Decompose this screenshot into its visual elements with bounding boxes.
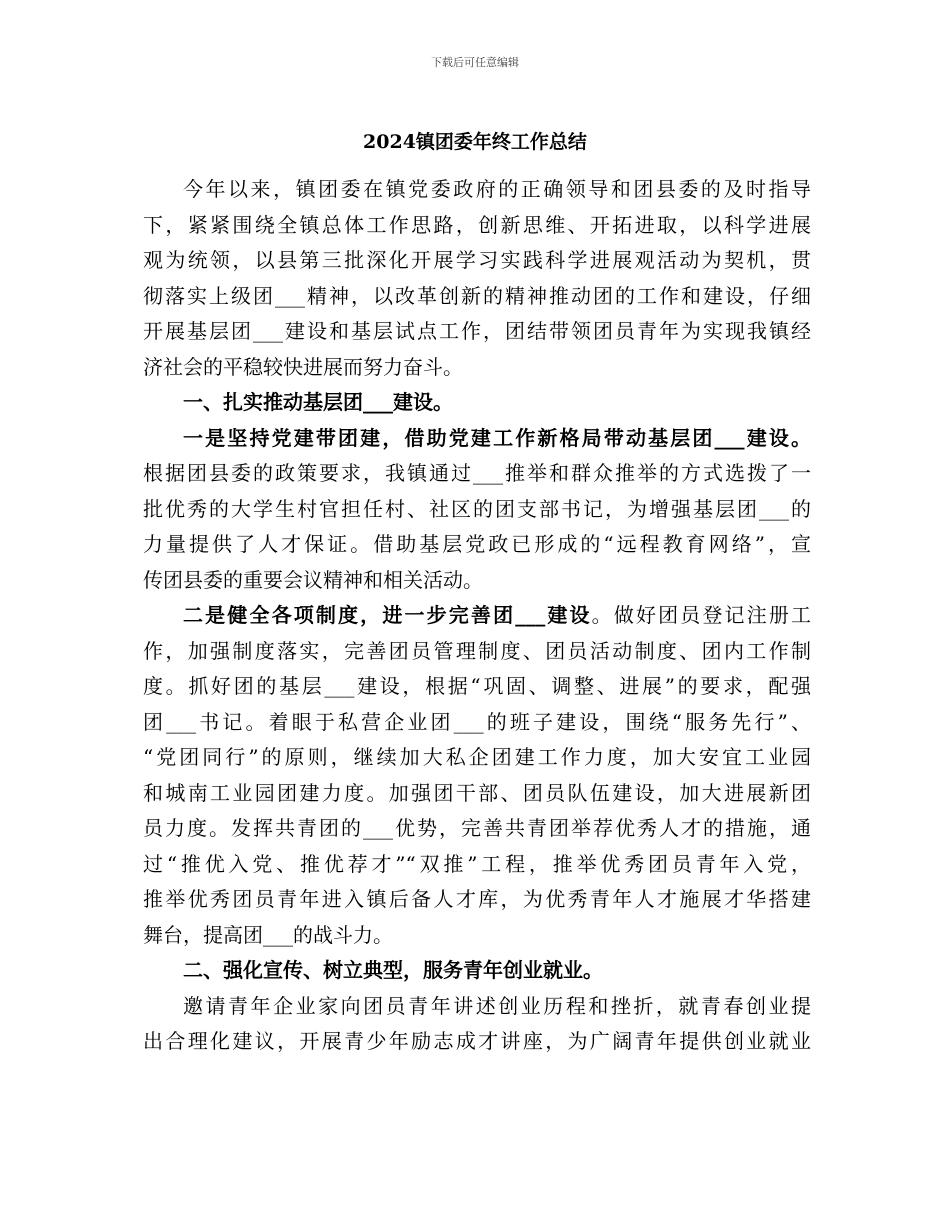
text-line: 批优秀的大学生村官担任村、社区的团支部书记，为增强基层团___的 — [143, 496, 811, 521]
paragraph-intro — [143, 172, 811, 385]
text-line: 根据团县委的政策要求，我镇通过___推举和群众推举的方式选拨了一 — [143, 461, 811, 485]
text-line: 今年以来，镇团委在镇党委政府的正确领导和团县委的及时指导 — [183, 177, 811, 201]
text-line: 和城南工业园团建力度。加强团干部、团员队伍建设，加大进展新团 — [143, 780, 811, 805]
document-title: 2024镇团委年终工作总结 — [363, 131, 587, 153]
text-line — [143, 598, 811, 634]
text-line: 过“推优入党、推优荐才”“双推”工程，推举优秀团员青年入党， — [143, 851, 811, 876]
paragraph-lead-bold: 一是坚持党建带团建，借助党建工作新格局带动基层团___建设。 — [183, 425, 811, 450]
text-line: 舞台，提高团___的战斗力。 — [143, 922, 393, 947]
text-line: “党团同行”的原则，继续加大私企团建工作力度，加大安宜工业园 — [143, 745, 811, 769]
text-line: 团___书记。着眼于私营企业团___的班子建设，围绕“服务先行”、 — [143, 709, 811, 734]
paragraph-lead-bold: 二是健全各项制度，进一步完善团___建设 — [183, 603, 592, 627]
text-line: 推举优秀团员青年进入镇后备人才库，为优秀青年人才施展才华搭建 — [143, 887, 811, 911]
text-line: 传团县委的重要会议精神和相关活动。 — [143, 567, 483, 592]
section-heading-2: 二、强化宣传、树立典型，服务青年创业就业。 — [183, 958, 603, 982]
section-heading-1: 一、扎实推动基层团___建设。 — [183, 390, 453, 414]
text-line: 邀请青年企业家向团员青年讲述创业历程和挫折，就青春创业提 — [183, 993, 811, 1018]
page-header-note: 下载后可任意编辑 — [431, 56, 519, 69]
text-line: 作，加强制度落实，完善团员管理制度、团员活动制度、团内工作制 — [143, 638, 811, 663]
text-line: 员力度。发挥共青团的___优势，完善共青团举荐优秀人才的措施，通 — [143, 816, 811, 840]
text-line: 彻落实上级团___精神，以改革创新的精神推动团的工作和建设，仔细 — [143, 283, 811, 308]
text-line: 下，紧紧围绕全镇总体工作思路，创新思维、开拓进取，以科学进展 — [143, 212, 811, 237]
text-line: 力量提供了人才保证。借助基层党政已形成的“远程教育网络”，宣 — [143, 532, 811, 556]
paragraph-systems — [143, 598, 811, 953]
paragraph-party-building — [143, 421, 811, 599]
text-line: 开展基层团___建设和基层试点工作，团结带领团员青年为实现我镇经 — [143, 319, 811, 343]
text-line: 济社会的平稳较快进展而努力奋斗。 — [143, 354, 463, 379]
text-line: 观为统领，以县第三批深化开展学习实践科学进展观活动为契机，贯 — [143, 248, 811, 272]
paragraph-entrepreneurship — [143, 989, 811, 1060]
text-line: 出合理化建议，开展青少年励志成才讲座，为广阔青年提供创业就业 — [143, 1029, 811, 1053]
text-line: 度。抓好团的基层___建设，根据“巩固、调整、进展”的要求，配强 — [143, 674, 811, 698]
text-span: 。做好团员登记注册工 — [591, 603, 811, 627]
document-body — [143, 172, 811, 1060]
